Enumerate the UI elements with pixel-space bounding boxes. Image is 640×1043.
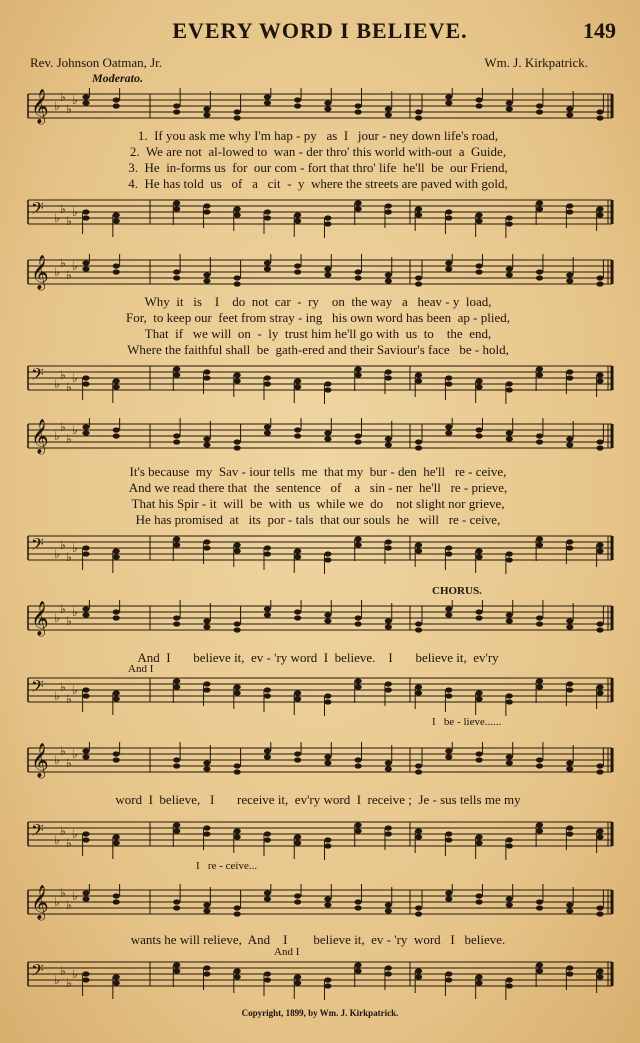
bass-staff-5 — [0, 816, 640, 860]
svg-text:𝄞: 𝄞 — [31, 601, 49, 636]
svg-text:♭: ♭ — [60, 824, 66, 838]
verse-2-line-2: For, to keep our feet from stray - ing his own word has been ap - plied, — [126, 310, 510, 325]
svg-text:♭: ♭ — [66, 836, 72, 850]
verse-4-line-3: He has promised at its por - tals that our souls he will re - ceive, — [135, 512, 501, 527]
treble-staff-3 — [0, 418, 640, 462]
svg-text:♭: ♭ — [54, 753, 60, 767]
verse-1-line-1: 1. If you ask me why I'm hap - py as I jour - ney down life's road, — [137, 128, 499, 143]
verse-2-line-3: And we read there that the sentence of a sin - ner he'll re - prieve, — [128, 480, 508, 495]
svg-text:♭: ♭ — [66, 692, 72, 706]
svg-text:♭: ♭ — [66, 614, 72, 628]
svg-text:♭: ♭ — [72, 205, 78, 219]
verse-4-line-1: 4. He has told us of a cit - y where the streets are paved with gold, — [128, 176, 508, 191]
svg-text:♭: ♭ — [54, 211, 60, 225]
svg-text:𝄢: 𝄢 — [31, 364, 44, 388]
svg-text:♭: ♭ — [66, 976, 72, 990]
svg-text:♭: ♭ — [54, 833, 60, 847]
bass-cue-1: And I — [128, 663, 154, 675]
svg-text:♭: ♭ — [60, 368, 66, 382]
svg-text:♭: ♭ — [72, 967, 78, 981]
svg-text:♭: ♭ — [54, 547, 60, 561]
svg-text:♭: ♭ — [54, 429, 60, 443]
svg-text:♭: ♭ — [60, 420, 66, 434]
svg-text:♭: ♭ — [72, 605, 78, 619]
bass-staff-6 — [0, 956, 640, 1000]
verse-3-line-1: 3. He in-forms us for our com - fort that thro' life he'll be our Friend, — [128, 160, 508, 175]
verse-1-line-3: It's because my Sav - iour tells me that my bur - den he'll re - ceive, — [129, 464, 507, 479]
svg-text:♭: ♭ — [72, 683, 78, 697]
svg-text:♭: ♭ — [60, 964, 66, 978]
svg-text:♭: ♭ — [60, 256, 66, 270]
svg-text:♭: ♭ — [72, 423, 78, 437]
chorus-line-1: And I believe it, ev - 'ry word I believe. I believe it, ev'ry — [137, 650, 499, 665]
svg-text:♭: ♭ — [60, 680, 66, 694]
svg-text:𝄢: 𝄢 — [31, 534, 44, 558]
composer-credit: Wm. J. Kirkpatrick. — [484, 55, 588, 70]
treble-staff-2 — [0, 254, 640, 298]
bass-staff-4 — [0, 672, 640, 716]
verse-3-line-2: That if we will on - ly trust him he'll go with us to the end, — [144, 326, 492, 341]
svg-text:𝄢: 𝄢 — [31, 198, 44, 222]
svg-text:𝄞: 𝄞 — [31, 89, 49, 124]
svg-text:♭: ♭ — [72, 371, 78, 385]
svg-text:♭: ♭ — [60, 538, 66, 552]
tempo-marking: Moderato. — [92, 71, 143, 85]
svg-text:♭: ♭ — [66, 214, 72, 228]
svg-text:♭: ♭ — [72, 889, 78, 903]
svg-text:♭: ♭ — [66, 432, 72, 446]
svg-text:♭: ♭ — [66, 898, 72, 912]
svg-text:𝄞: 𝄞 — [31, 885, 49, 920]
svg-text:♭: ♭ — [66, 380, 72, 394]
treble-staff-1 — [0, 88, 640, 132]
bass-staff-3 — [0, 530, 640, 574]
svg-text:𝄢: 𝄢 — [31, 820, 44, 844]
chorus-line-2: word I believe, I receive it, ev'ry word I receive ; Je - sus tells me my — [115, 792, 521, 807]
svg-text:♭: ♭ — [60, 202, 66, 216]
lyricist-credit: Rev. Johnson Oatman, Jr. — [30, 55, 163, 70]
svg-text:♭: ♭ — [54, 377, 60, 391]
svg-text:♭: ♭ — [66, 550, 72, 564]
verse-3-line-3: That his Spir - it will be with us while we do not slight nor grieve, — [131, 496, 505, 511]
svg-text:𝄢: 𝄢 — [31, 960, 44, 984]
treble-staff-5 — [0, 742, 640, 786]
svg-text:♭: ♭ — [54, 265, 60, 279]
svg-text:♭: ♭ — [60, 744, 66, 758]
bass-lyric-2: I re - ceive... — [196, 860, 258, 872]
treble-staff-4 — [0, 600, 640, 644]
svg-text:♭: ♭ — [60, 90, 66, 104]
bass-cue-2: And I — [274, 946, 300, 958]
svg-text:♭: ♭ — [72, 827, 78, 841]
svg-text:♭: ♭ — [72, 93, 78, 107]
bass-staff-2 — [0, 360, 640, 404]
svg-text:♭: ♭ — [54, 973, 60, 987]
svg-text:♭: ♭ — [60, 886, 66, 900]
hymn-title: EVERY WORD I BELIEVE. — [172, 18, 468, 43]
chorus-line-3: wants he will relieve, And I believe it, ev - 'ry word I believe. — [130, 932, 506, 947]
verse-2-line-1: 2. We are not al-lowed to wan - der thro' this world with-out a Guide, — [129, 144, 507, 159]
svg-text:♭: ♭ — [72, 747, 78, 761]
bass-staff-1 — [0, 194, 640, 238]
svg-text:♭: ♭ — [54, 689, 60, 703]
verse-4-line-2: Where the faithful shall be gath-ered and their Saviour's face be - hold, — [127, 342, 509, 357]
svg-text:♭: ♭ — [54, 99, 60, 113]
svg-text:𝄞: 𝄞 — [31, 743, 49, 778]
svg-text:𝄢: 𝄢 — [31, 676, 44, 700]
svg-text:𝄞: 𝄞 — [31, 255, 49, 290]
svg-text:♭: ♭ — [60, 602, 66, 616]
svg-text:♭: ♭ — [66, 756, 72, 770]
verse-1-line-2: Why it is I do not car - ry on the way a heav - y load, — [144, 294, 492, 309]
bass-lyric-1: I be - lieve...... — [432, 716, 502, 728]
svg-text:♭: ♭ — [66, 268, 72, 282]
copyright-notice: Copyright, 1899, by Wm. J. Kirkpatrick. — [241, 1008, 399, 1018]
svg-text:♭: ♭ — [54, 895, 60, 909]
svg-text:♭: ♭ — [66, 102, 72, 116]
svg-text:♭: ♭ — [72, 541, 78, 555]
chorus-label: CHORUS. — [432, 585, 482, 597]
svg-text:♭: ♭ — [54, 611, 60, 625]
treble-staff-6 — [0, 884, 640, 928]
svg-text:♭: ♭ — [72, 259, 78, 273]
page-number: 149 — [583, 18, 616, 43]
svg-text:𝄞: 𝄞 — [31, 419, 49, 454]
